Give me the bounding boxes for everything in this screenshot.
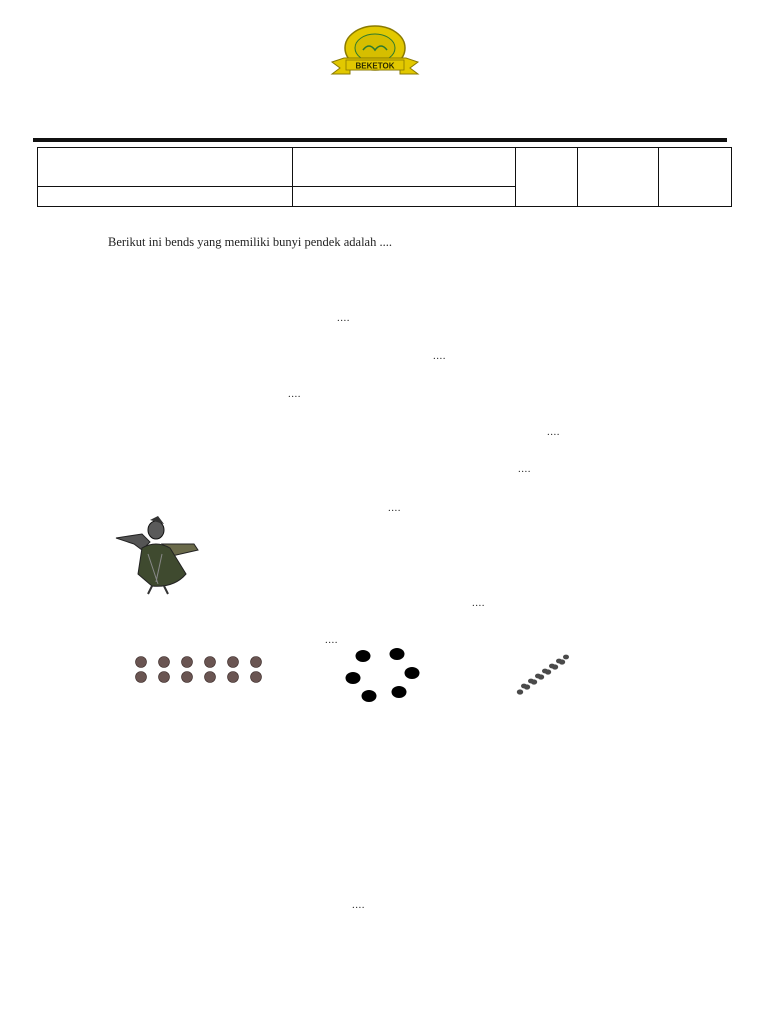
question-text: Berikut ini bends yang memiliki bunyi pendek adalah .... [108, 235, 392, 249]
answer-blank: .... [518, 463, 531, 475]
dot-pairs-image [132, 654, 264, 686]
header-rule [33, 138, 727, 142]
table-divider [577, 148, 578, 206]
wayang-puppet-image [112, 514, 202, 596]
table-divider [515, 148, 516, 206]
answer-blank: .... [337, 312, 350, 324]
answer-blank: .... [288, 388, 301, 400]
answer-blank: .... [433, 350, 446, 362]
answer-blank: .... [325, 634, 338, 646]
answer-blank: .... [547, 426, 560, 438]
answer-blank: .... [388, 502, 401, 514]
identity-table [37, 147, 732, 207]
logo-text: BEKETOK [355, 61, 395, 71]
dot-circle-image [342, 646, 422, 704]
answer-blank: .... [352, 899, 365, 911]
answer-blank: .... [472, 597, 485, 609]
school-logo [330, 24, 420, 78]
table-divider [292, 148, 293, 206]
table-row-divider [38, 186, 516, 187]
table-divider [658, 148, 659, 206]
dot-diagonal-image [512, 652, 572, 698]
